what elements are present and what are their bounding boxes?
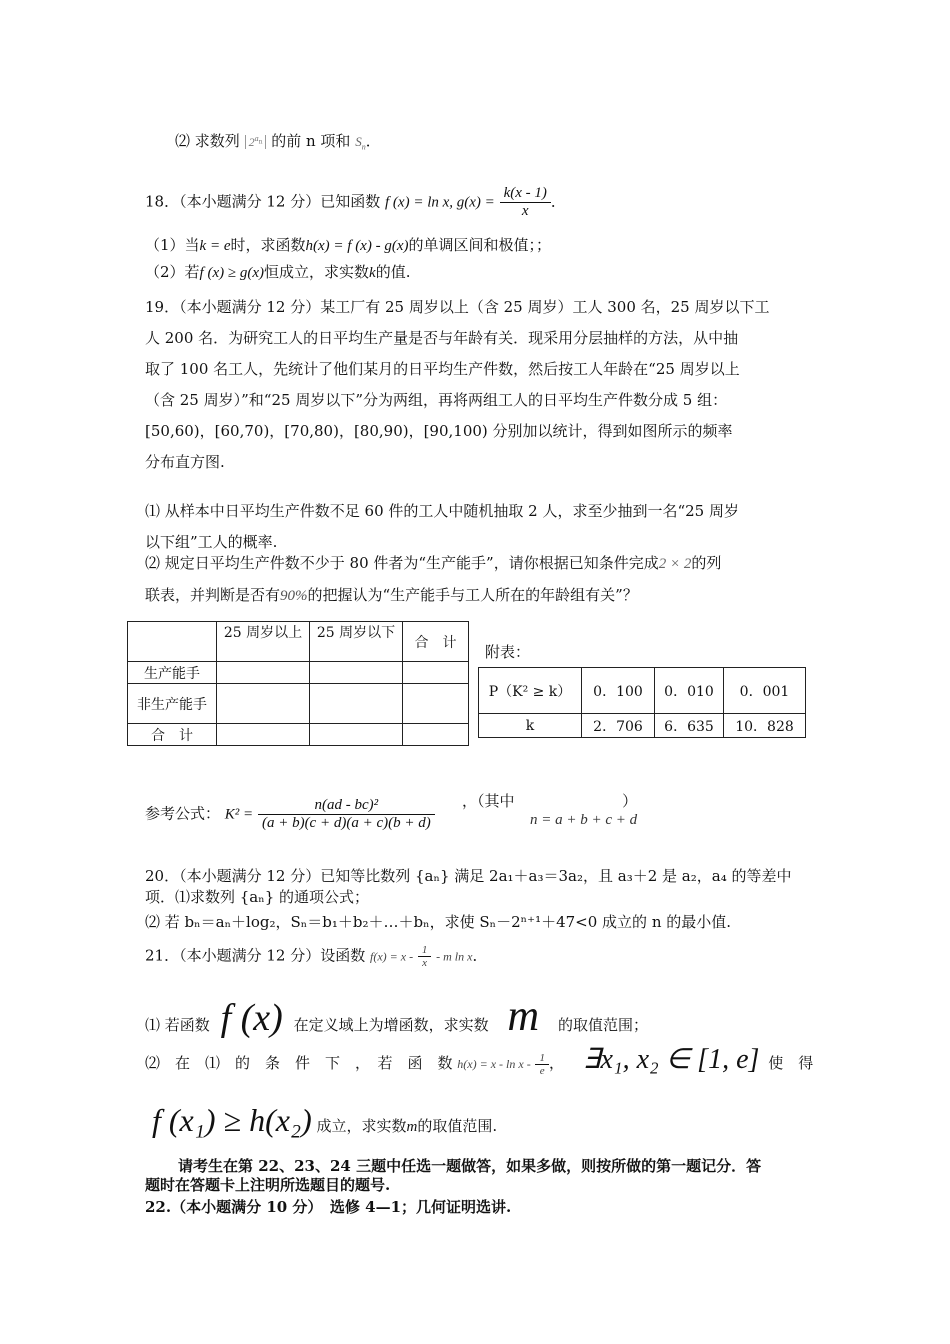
q18-p2-math: f (x) ≥ g(x) [199, 265, 264, 281]
appendix-label: 附表： [485, 643, 531, 661]
formula-note-b: ） [622, 792, 638, 810]
q21-p2-b: 使 得 [768, 1054, 814, 1072]
q21-func-num: 1 [418, 944, 432, 957]
q21-p1-a: ⑴ 若函数 [145, 1016, 210, 1034]
q18-p1-c: 的单调区间和极值；； [408, 236, 551, 254]
q17-seq [245, 135, 267, 149]
notice-line2: 题时在答题卡上注明所选题目的题号. [145, 1176, 391, 1194]
q18-p2-b: 恒成立，求实数 [264, 263, 370, 281]
q21-p2-frac [535, 1052, 549, 1077]
q21-p2-a: ⑵ 在 ⑴ 的 条 件 下 ， 若 函 数 [145, 1054, 453, 1072]
table-cell [217, 662, 310, 684]
table-cell [310, 662, 403, 684]
q18-p2-c: 的值. [375, 263, 411, 281]
formula-note-a: ，（其中 [462, 792, 515, 810]
q21-p2-func: h(x) = x - ln x - [457, 1057, 531, 1071]
q19-sub1-a: ⑴ 从样本中日平均生产件数不足 60 件的工人中随机抽取 2 人，求至少抽到一名“25 周岁 [145, 502, 739, 520]
q18-head-text: 18．（本小题满分 12 分）已知函数 [145, 192, 381, 211]
q19-line: [50,60)，[60,70)，[70,80)，[80,90)，[90,100) 分别加以统计，得到如图所示的频率 [145, 422, 733, 440]
q21-p1-b: 在定义域上为增函数，求实数 [293, 1016, 489, 1034]
formula-note [462, 790, 637, 811]
q21-p3-m: m [406, 1119, 418, 1135]
table-row [479, 668, 806, 714]
table-row-label: 非生产能手 [128, 684, 217, 724]
q18-func: f (x) = ln x, g(x) = [385, 194, 495, 211]
q17-S-sub: n [361, 142, 366, 152]
q21-head-text: 21．（本小题满分 12 分）设函数 [145, 946, 366, 965]
q20-line1: 20．（本小题满分 12 分）已知等比数列 {aₙ} 满足 2a₁＋a₃＝3a₂，且 a₃＋2 是 a₂，a₄ 的等差中 [145, 867, 792, 885]
q18-part1 [145, 234, 551, 255]
q21-p3-ineq: f (x₁) ≥ h(x₂) [152, 1102, 312, 1138]
q21-p1-fx: f (x) [220, 997, 283, 1039]
q19-sub1-b: 以下组”工人的概率. [145, 533, 278, 551]
q18-head: 18．（本小题满分 12 分）已知函数 f (x) = ln x, g(x) = $\frac{k(x - 1)}{x}$ ． [145, 185, 566, 219]
q19-sub2-pct: 90% [280, 588, 308, 604]
formula-num: n(ad - bc)² [258, 797, 435, 815]
q21-p3-a: 成立，求实数 [316, 1117, 407, 1135]
q19-line: 分布直方图. [145, 453, 225, 471]
q17-S-letter: S [355, 134, 362, 149]
table-cell [403, 724, 469, 746]
table-row [128, 684, 469, 724]
q17-part2: ⑵ 求数列 $2^{a_n}$ 的前 n 项和 $S_n$． [175, 132, 381, 152]
q21-p1-c: 的取值范围； [557, 1016, 648, 1034]
table-header: 25 周岁以下 [310, 622, 403, 662]
q20 [145, 866, 791, 933]
table-cell [310, 684, 403, 724]
q18-p1-math2: h(x) = f (x) - g(x) [305, 238, 409, 254]
q20-line2: 项．⑴求数列 {aₙ} 的通项公式； [145, 888, 370, 906]
table-row-label: 合 计 [128, 724, 217, 746]
q19-sub2-c: 联表，并判断是否有 [145, 586, 281, 604]
q21-p2-num: 1 [535, 1052, 549, 1065]
q17-part2-text: ⑵ 求数列 [175, 132, 240, 150]
q19-body [145, 292, 769, 478]
q19-line: 取了 100 名工人，先统计了他们某月的日平均生产件数，然后按工人年龄在“25 周岁以上 [145, 360, 740, 378]
q19-sub2-d: 的把握认为“生产能手与工人所在的年龄组有关”？ [307, 586, 638, 604]
q19-line: 19．（本小题满分 12 分）某工厂有 25 周岁以上（含 25 周岁）工人 300 名，25 周岁以下工 [145, 298, 770, 316]
table-cell: k [479, 714, 582, 738]
table-cell [403, 684, 469, 724]
table-cell [403, 662, 469, 684]
table-cell [217, 724, 310, 746]
q21-func: f(x) = x - [370, 949, 414, 964]
table-cell: 10．828 [724, 714, 806, 738]
table-row-label: 生产能手 [128, 662, 217, 684]
table-cell [310, 724, 403, 746]
q18-frac-den: x [521, 203, 529, 219]
q19-sub2-a: ⑵ 规定日平均生产件数不少于 80 件者为“生产能手”，请你根据已知条件完成 [145, 554, 659, 572]
q21-func-frac [418, 944, 432, 969]
q18-p1-a: （1）当 [145, 236, 200, 254]
formula-note-math: n = a + b + c + d [530, 812, 638, 828]
q18-part2 [145, 261, 410, 282]
q19-sub2-math: 2 × 2 [658, 556, 692, 572]
q21-func-den: x [422, 957, 428, 969]
table-header: 合 计 [403, 622, 469, 662]
q19-line: （含 25 周岁）”和“25 周岁以下”分为两组，再将两组工人的日平均生产件数分成 5 组： [145, 391, 728, 409]
q19-sub2 [145, 548, 721, 612]
table-cell: P（K² ≥ k） [479, 668, 582, 714]
contingency-table [127, 621, 469, 746]
table-header [128, 622, 217, 662]
table-cell: 6．635 [655, 714, 724, 738]
notice-line1: 请考生在第 22、23、24 三题中任选一题做答，如果多做，则按所做的第一题记分．答 [178, 1157, 762, 1175]
q19-sub2-b: 的列 [691, 554, 722, 572]
q21-p1-m: m [507, 991, 540, 1040]
q17-seq-sub: n [258, 138, 263, 146]
q21-part1 [145, 990, 648, 1041]
table-cell: 0．100 [582, 668, 655, 714]
q18-frac-num: k(x - 1) [500, 185, 551, 203]
q21-p2-den: e [539, 1064, 545, 1077]
table-cell: 0．010 [655, 668, 724, 714]
q21-p2-exists: ∃x₁, x₂ ∈ [1, e] [582, 1044, 760, 1075]
q17-S [355, 134, 366, 152]
q17-tail: 的前 n 项和 [271, 132, 351, 150]
table-row [128, 662, 469, 684]
formula-den: (a + b)(c + d)(a + c)(b + d) [261, 815, 431, 831]
table-row [128, 724, 469, 746]
q21-p3-b: 的取值范围. [417, 1117, 498, 1135]
q17-seq-sup: a [254, 134, 259, 143]
q18-p1-b: 时，求函数 [230, 236, 306, 254]
q21-part3 [152, 1102, 497, 1139]
reference-formula [145, 797, 435, 832]
q20-line3: ⑵ 若 bₙ＝aₙ＋log₂，Sₙ＝b₁＋b₂＋…＋bₙ，求使 Sₙ－2ⁿ⁺¹＋47<0 成立的 n 的最小值. [145, 913, 732, 931]
table-cell: 2．706 [582, 714, 655, 738]
formula-label: 参考公式： [145, 804, 221, 823]
q21-func-tail: - m ln x [436, 949, 473, 964]
formula-frac [258, 797, 435, 832]
q18-frac [500, 185, 551, 220]
table-cell [217, 684, 310, 724]
q18-p1-math: k = e [199, 238, 231, 254]
critical-value-table [478, 667, 806, 738]
table-cell: 0．001 [724, 668, 806, 714]
table-header: 25 周岁以上 [217, 622, 310, 662]
q21-head: 21．（本小题满分 12 分）设函数 f(x) = x - $\frac{1}{x}$ - m ln x． [145, 944, 488, 969]
formula-lhs: K² = [224, 806, 254, 823]
q18-p2-a: （2）若 [145, 263, 200, 281]
q18-p2-math2: k [369, 265, 376, 281]
q19-line: 人 200 名．为研究工人的日平均生产量是否与年龄有关．现采用分层抽样的方法，从中抽 [145, 329, 739, 347]
q22-title: 22.（本小题满分 10 分） 选修 4—1；几何证明选讲. [145, 1198, 512, 1216]
table-row [479, 714, 806, 738]
table-row [128, 622, 469, 662]
q21-part2: ⑵ 在 ⑴ 的 条 件 下 ， 若 函 数 h(x) = x - ln x - $\frac{1}{e}$ ， ∃x₁, x₂ ∈ [1, e] 使 得 [145, 1044, 814, 1077]
q17-seq-base: 2 [248, 135, 255, 149]
